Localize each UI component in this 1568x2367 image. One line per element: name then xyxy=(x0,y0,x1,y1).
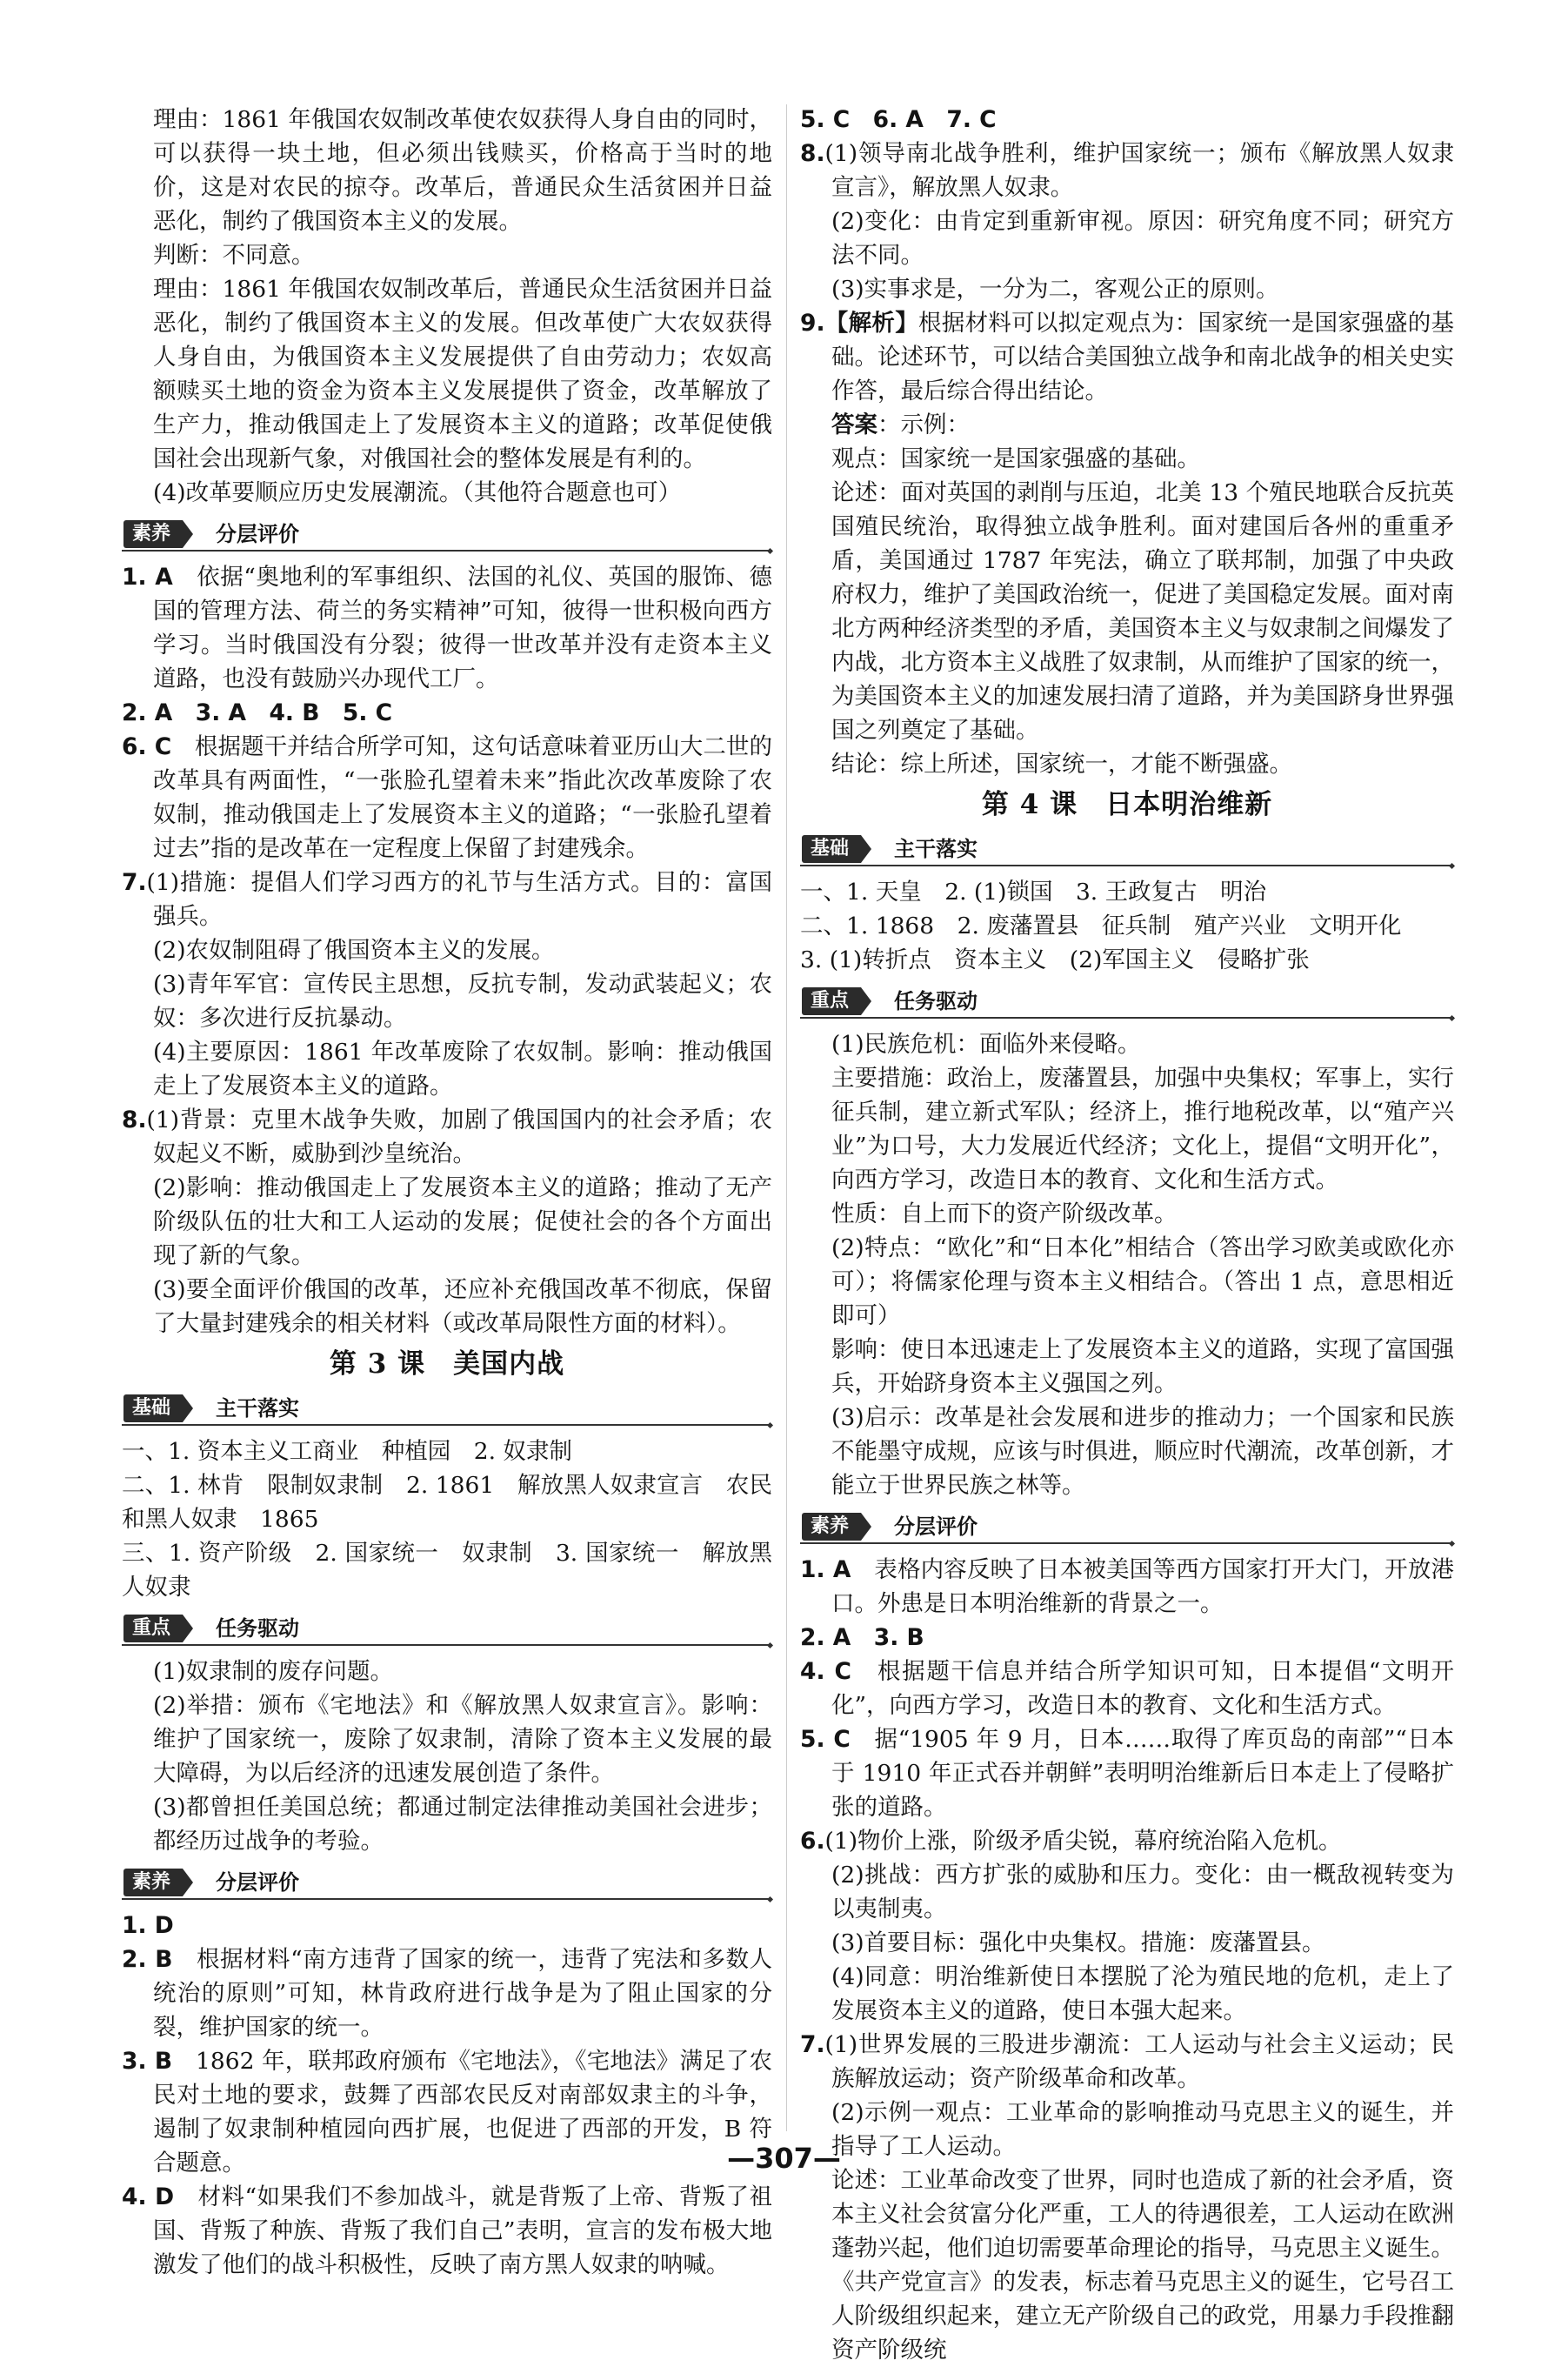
answer-paragraph: 一、1. 资本主义工商业 种植园 2. 奴隶制 xyxy=(122,1438,572,1465)
answer-item xyxy=(122,866,772,933)
section-header-suyang xyxy=(122,517,772,552)
answer-item xyxy=(122,730,772,866)
section-header-zhongdian xyxy=(800,984,1454,1019)
answer-paragraph: (2)变化：由肯定到重新审视。原因：研究角度不同；研究方法不同。 xyxy=(831,208,1454,269)
answer-item xyxy=(122,560,772,696)
answer-number: 1. A xyxy=(122,564,173,591)
answer-number: 1. D xyxy=(122,1912,174,1939)
answer-text: ：示例： xyxy=(877,411,970,438)
answer-text: 根据材料“南方违背了国家的统一，违背了宪法和多数人统治的原则”可知，林肯政府进行战争是为了阻止国家的分裂，维护国家的统一。 xyxy=(153,1946,772,2041)
section-rule xyxy=(800,1542,1454,1544)
answer-item xyxy=(800,1655,1454,1722)
answer-paragraph: 一、1. 天皇 2. (1)锁国 3. 王政复古 明治 xyxy=(800,879,1267,906)
answer-item xyxy=(122,2180,772,2282)
answer-item xyxy=(122,1909,772,1942)
answer-number: 7. xyxy=(800,2031,825,2058)
section-rule xyxy=(800,865,1454,866)
section-header-suyang xyxy=(800,1509,1454,1544)
answer-number: 2. B xyxy=(122,1946,173,1973)
answer-number: 4. D xyxy=(122,2183,175,2210)
answer-paragraph: (3)首要目标：强化中央集权。措施：废藩置县。 xyxy=(831,1929,1325,1956)
answer-text: 1862 年，联邦政府颁布《宅地法》，《宅地法》满足了农民对土地的要求，鼓舞了西部农民反对南部奴隶主的斗争，遏制了奴隶制种植园向西扩展，也促进了西部的开发，B 符合题意。 xyxy=(153,2048,773,2176)
answer-number: 6. xyxy=(800,1828,825,1855)
answer-number: 2. A xyxy=(800,1624,851,1651)
answer-paragraph: (4)主要原因：1861 年改革废除了农奴制。影响：推动俄国走上了发展资本主义的道路。 xyxy=(153,1039,772,1100)
answer-text: 表格内容反映了日本被美国等西方国家打开大门，开放港口。外患是日本明治维新的背景之一。 xyxy=(831,1556,1455,1617)
answer-paragraph: 性质：自上而下的资产阶级改革。 xyxy=(831,1200,1178,1227)
answer-text: 3. B xyxy=(873,1624,924,1651)
answer-paragraph: (4)改革要顺应历史发展潮流。（其他符合题意也可） xyxy=(153,479,682,506)
section-label: 分层评价 xyxy=(894,1514,977,1539)
answer-text: (1)措施：提倡人们学习西方的礼节与生活方式。目的：富国强兵。 xyxy=(146,869,772,930)
section-label: 任务驱动 xyxy=(216,1616,299,1641)
answer-text: (1)世界发展的三股进步潮流：工人运动与社会主义运动；民族解放运动；资产阶级革命和改革。 xyxy=(824,2031,1454,2092)
answer-paragraph: 论述：工业革命改变了世界，同时也造成了新的社会矛盾，资本主义社会贫富分化严重，工人的待遇很差，工人运动在欧洲蓬勃兴起，他们迫切需要革命理论的指导，马克思主义诞生。《共产党宣言》的发表，标志着马克思主义的诞生，它号召工人阶级组织起来，建立无产阶级自己的政党，用暴力手段推翻资产阶级统 xyxy=(831,2167,1454,2364)
answer-text: 材料“如果我们不参加战斗，就是背叛了上帝、背叛了祖国、背叛了种族、背叛了我们自己”表明，宣言的发布极大地激发了他们的战斗积极性，反映了南方黑人奴隶的呐喊。 xyxy=(153,2183,772,2278)
answer-paragraph: 结论：综上所述，国家统一，才能不断强盛。 xyxy=(831,751,1292,778)
section-label: 主干落实 xyxy=(216,1396,299,1421)
answer-item xyxy=(800,1722,1454,1824)
answer-paragraph: 3. (1)转折点 资本主义 (2)军国主义 侵略扩张 xyxy=(800,946,1310,973)
section-rule xyxy=(122,1644,772,1646)
section-tag: 重点 xyxy=(123,1615,183,1642)
answer-paragraph: 主要措施：政治上，废藩置县，加强中央集权；军事上，实行征兵制，建立新式军队；经济上，推行地税改革，以“殖产兴业”为口号，大力发展近代经济；文化上，提倡“文明开化”，向西方学习，改造日本的教育、文化和生活方式。 xyxy=(831,1065,1454,1194)
left-column xyxy=(122,103,772,2282)
answer-number: 8. xyxy=(122,1107,147,1133)
section-tag: 素养 xyxy=(123,1869,183,1896)
section-label: 分层评价 xyxy=(216,1870,299,1895)
answer-item xyxy=(800,1553,1454,1621)
answer-text: 据“1905 年 9 月，日本……取得了库页岛的南部”“日本于 1910 年正式吞并朝鲜”表明明治维新后日本走上了侵略扩张的道路。 xyxy=(831,1726,1454,1821)
lesson-title: 第 4 课 日本明治维新 xyxy=(981,789,1273,820)
answer-label: 答案 xyxy=(831,411,877,438)
answer-number: 2. A xyxy=(122,699,173,726)
answer-item xyxy=(800,1824,1454,1858)
answer-number: 3. B xyxy=(122,2048,173,2075)
answer-paragraph: (3)启示：改革是社会发展和进步的推动力；一个国家和民族不能墨守成规，应该与时俱进，顺应时代潮流，改革创新，才能立于世界民族之林等。 xyxy=(831,1404,1454,1499)
section-rule xyxy=(122,1898,772,1900)
answer-paragraph: (2)示例一观点：工业革命的影响推动马克思主义的诞生，并指导了工人运动。 xyxy=(831,2099,1454,2160)
answer-number: 9. xyxy=(800,310,825,337)
answer-paragraph: 二、1. 林肯 限制奴隶制 2. 1861 解放黑人奴隶宣言 农民和黑人奴隶 1865 xyxy=(122,1472,772,1533)
section-tag: 基础 xyxy=(123,1394,183,1422)
answer-text: 根据题干信息并结合所学知识可知，日本提倡“文明开化”，向西方学习，改造日本的教育、文化和生活方式。 xyxy=(831,1658,1454,1719)
answer-item xyxy=(122,696,772,730)
answer-paragraph: 观点：国家统一是国家强盛的基础。 xyxy=(831,445,1200,472)
section-rule xyxy=(800,1017,1454,1019)
answer-paragraph xyxy=(800,408,1454,442)
answer-paragraph: (4)同意：明治维新使日本摆脱了沦为殖民地的危机，走上了发展资本主义的道路，使日本强大起来。 xyxy=(831,1963,1454,2024)
answer-paragraph: (1)奴隶制的废存问题。 xyxy=(153,1658,394,1685)
answer-paragraph: (1)民族危机：面临外来侵略。 xyxy=(831,1031,1141,1058)
column-divider xyxy=(786,104,787,2131)
answer-paragraph: (2)影响：推动俄国走上了发展资本主义的道路；推动了无产阶级队伍的壮大和工人运动的发展；促使社会的各个方面出现了新的气象。 xyxy=(153,1174,772,1269)
answer-item xyxy=(122,1942,772,2044)
answer-number: 6. C xyxy=(122,733,172,760)
answer-paragraph: 三、1. 资产阶级 2. 国家统一 奴隶制 3. 国家统一 解放黑人奴隶 xyxy=(122,1540,772,1601)
answer-paragraph: (3)都曾担任美国总统；都通过制定法律推动美国社会进步；都经历过战争的考验。 xyxy=(153,1794,772,1855)
section-rule xyxy=(122,1424,772,1426)
answer-item xyxy=(800,2028,1454,2096)
answer-paragraph: (3)要全面评价俄国的改革，还应补充俄国改革不彻底，保留了大量封建残余的相关材料（或改革局限性方面的材料）。 xyxy=(153,1276,772,1337)
answer-paragraph: (2)农奴制阻碍了俄国资本主义的发展。 xyxy=(153,937,555,964)
answer-item xyxy=(800,1621,1454,1655)
answer-text: (1)领导南北战争胜利，维护国家统一；颁布《解放黑人奴隶宣言》，解放黑人奴隶。 xyxy=(824,140,1454,201)
section-tag: 素养 xyxy=(802,1513,861,1541)
section-header-jichu xyxy=(122,1391,772,1426)
answer-text: 依据“奥地利的军事组织、法国的礼仪、英国的服饰、德国的管理方法、荷兰的务实精神”可知，彼得一世积极向西方学习。当时俄国没有分裂；彼得一世改革并没有走资本主义道路，也没有鼓励兴办现代工厂。 xyxy=(153,564,772,692)
answer-text: 根据题干并结合所学可知，这句话意味着亚历山大二世的改革具有两面性，“一张脸孔望着未来”指此次改革废除了农奴制，推动俄国走上了发展资本主义的道路；“一张脸孔望着过去”指的是改革在一定程度上保留了封建残余。 xyxy=(153,733,773,862)
section-tag: 素养 xyxy=(123,520,183,548)
answer-paragraph: (3)实事求是，一分为二，客观公正的原则。 xyxy=(831,276,1279,303)
analysis-tag: 【解析】 xyxy=(824,310,918,337)
answer-item xyxy=(800,306,1454,408)
section-rule xyxy=(122,550,772,552)
answer-item: 5. C 6. A 7. C xyxy=(800,106,997,133)
answer-item xyxy=(800,137,1454,204)
answer-number: 8. xyxy=(800,140,825,167)
answer-paragraph: 二、1. 1868 2. 废藩置县 征兵制 殖产兴业 文明开化 xyxy=(800,913,1402,939)
answer-text: 根据材料可以拟定观点为：国家统一是国家强盛的基础。论述环节，可以结合美国独立战争和南北战争的相关史实作答，最后综合得出结论。 xyxy=(831,310,1455,405)
section-label: 主干落实 xyxy=(894,837,977,861)
answer-paragraph: 判断：不同意。 xyxy=(153,242,315,269)
page-number: —307— xyxy=(727,2142,841,2175)
right-column xyxy=(800,103,1454,2367)
answer-paragraph: 论述：面对英国的剥削与压迫，北美 13 个殖民地联合反抗英国殖民统治，取得独立战争胜利。面对建国后各州的重重矛盾，美国通过 1787 年宪法，确立了联邦制，加强了中央政府权力，维护了美国政治统一，促进了美国稳定发展。面对南北方两种经济类型的矛盾，美国资本主义与奴隶制之间爆发了内战，北方资本主义战胜了奴隶制，从而维护了国家的统一，为美国资本主义的加速发展扫清了道路，并为美国跻身世界强国之列奠定了基础。 xyxy=(831,479,1454,744)
answer-number: 5. C xyxy=(800,1726,851,1753)
section-header-zhongdian xyxy=(122,1611,772,1646)
section-header-suyang xyxy=(122,1865,772,1900)
answer-text: (1)物价上涨，阶级矛盾尖锐，幕府统治陷入危机。 xyxy=(824,1828,1342,1855)
section-tag: 重点 xyxy=(802,987,861,1015)
answer-paragraph: (2)举措：颁布《宅地法》和《解放黑人奴隶宣言》。影响：维护了国家统一，废除了奴隶制，清除了资本主义发展的最大障碍，为以后经济的迅速发展创造了条件。 xyxy=(153,1692,772,1787)
answer-text: 3. A 4. B 5. C xyxy=(195,699,393,726)
answer-item xyxy=(122,1103,772,1171)
section-label: 分层评价 xyxy=(216,522,299,546)
answer-paragraph: (2)特点：“欧化”和“日本化”相结合（答出学习欧美或欧化亦可）；将儒家伦理与资本主义相结合。（答出 1 点，意思相近即可） xyxy=(831,1234,1454,1329)
answer-text: (1)背景：克里木战争失败，加剧了俄国国内的社会矛盾；农奴起义不断，威胁到沙皇统治。 xyxy=(146,1107,772,1167)
answer-paragraph: 影响：使日本迅速走上了发展资本主义的道路，实现了富国强兵，开始跻身资本主义强国之列。 xyxy=(831,1336,1454,1397)
answer-paragraph: (2)挑战：西方扩张的威胁和压力。变化：由一概敌视转变为以夷制夷。 xyxy=(831,1862,1454,1922)
section-header-jichu xyxy=(800,832,1454,866)
lesson-title: 第 3 课 美国内战 xyxy=(329,1348,565,1380)
answer-paragraph: 理由：1861 年俄国农奴制改革后，普通民众生活贫困并日益恶化，制约了俄国资本主义的发展。但改革使广大农奴获得人身自由，为俄国资本主义发展提供了自由劳动力；农奴高额赎买土地的资金为资本主义发展提供了资金，改革解放了生产力，推动俄国走上了发展资本主义的道路；改革促使俄国社会出现新气象，对俄国社会的整体发展是有利的。 xyxy=(153,276,772,472)
answer-paragraph: 理由：1861 年俄国农奴制改革使农奴获得人身自由的同时，可以获得一块土地，但必须出钱赎买，价格高于当时的地价，这是对农民的掠夺。改革后，普通民众生活贫困并日益恶化，制约了俄国资本主义的发展。 xyxy=(153,106,772,235)
section-label: 任务驱动 xyxy=(894,989,977,1013)
answer-number: 4. C xyxy=(800,1658,851,1685)
section-tag: 基础 xyxy=(802,835,861,863)
answer-paragraph: (3)青年军官：宣传民主思想，反抗专制，发动武装起义；农奴：多次进行反抗暴动。 xyxy=(153,971,772,1032)
answer-number: 7. xyxy=(122,869,147,896)
answer-number: 1. A xyxy=(800,1556,851,1583)
